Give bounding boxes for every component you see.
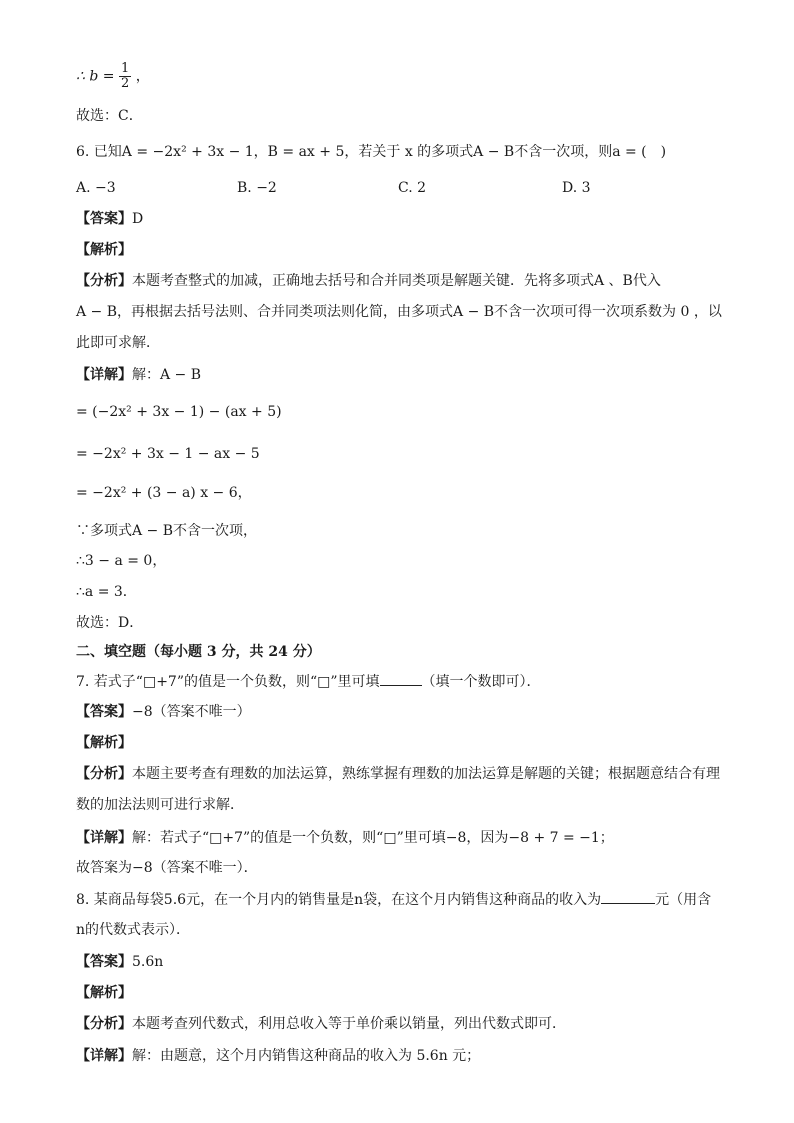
answer-7-value: −8（答案不唯一） xyxy=(132,704,251,720)
xiangjie-6-line-3: = −2x² + 3x − 1 − ax − 5 xyxy=(76,446,260,462)
question-8-text-b: 元（用含 xyxy=(655,892,712,908)
question-6: 6. 已知A = −2x² + 3x − 1，B = ax + 5，若关于 x 的多项式A − B不含一次项，则a = ( ) xyxy=(76,144,667,160)
xiangjie-6-line-4: = −2x² + (3 − a) x − 6， xyxy=(76,485,252,501)
fenxi-8-text-1: 本题考查列代数式，利用总收入等于单价乘以销量，列出代数式即可． xyxy=(132,1016,566,1032)
question-7-blank xyxy=(380,671,422,686)
fenxi-7-text-1: 本题主要考查有理数的加法运算，熟练掌握有理数的加法运算是解题的关键；根据题意结合有理 xyxy=(132,766,720,782)
analysis-heading-7 xyxy=(76,733,724,753)
xiangjie-7-line-2: 故答案为−8（答案不唯一）． xyxy=(76,860,258,876)
fenxi-6-line-2: A − B，再根据去括号法则、合并同类项法则化简，由多项式A − B不含一次项可得一次项系数为 0 ，以 xyxy=(76,304,722,320)
xiangjie-7-line-1 xyxy=(76,828,724,848)
xiangjie-tag: 【详解】 xyxy=(76,830,132,846)
option-b: B. −2 xyxy=(237,180,277,196)
question-7-text-a: 7. 若式子“□+7”的值是一个负数，则“□”里可填 xyxy=(76,674,380,690)
answer-6-value: D xyxy=(132,211,144,227)
therefore-b-line xyxy=(76,62,724,91)
xiangjie-6-line-1 xyxy=(76,365,724,385)
analysis-tag: 【解析】 xyxy=(76,242,132,258)
option-c: C. 2 xyxy=(398,180,427,196)
analysis-heading-6 xyxy=(76,240,724,260)
option-a: A. −3 xyxy=(76,180,116,196)
fenxi-tag: 【分析】 xyxy=(76,273,132,289)
question-8-text-a: 8. 某商品每袋5.6元，在一个月内的销售量是n袋，在这个月内销售这种商品的收入为 xyxy=(76,892,602,908)
choose-c-line: 故选：C． xyxy=(76,108,143,124)
answer-tag: 【答案】 xyxy=(76,954,132,970)
question-7-text-b: （填一个数即可）． xyxy=(421,674,541,690)
analysis-tag: 【解析】 xyxy=(76,735,132,751)
xiangjie-tag: 【详解】 xyxy=(76,367,132,383)
question-7 xyxy=(76,671,724,692)
xiangjie-6-line-5: ∵多项式A − B不含一次项， xyxy=(76,523,258,539)
fenxi-8-line-1 xyxy=(76,1014,724,1034)
xiangjie-7-text-1: 解：若式子“□+7”的值是一个负数，则“□”里可填−8，因为−8 + 7 = −1； xyxy=(132,830,614,846)
section-2-heading: 二、填空题（每小题 3 分，共 24 分） xyxy=(76,644,321,660)
analysis-tag: 【解析】 xyxy=(76,985,132,1001)
answer-8 xyxy=(76,952,724,972)
answer-8-value: 5.6n xyxy=(132,954,164,970)
xiangjie-6-text-1: 解：A − B xyxy=(132,367,202,383)
xiangjie-6-line-8: 故选：D． xyxy=(76,615,144,631)
fenxi-6-line-3: 此即可求解． xyxy=(76,335,160,351)
option-d: D. 3 xyxy=(562,180,591,196)
fenxi-tag: 【分析】 xyxy=(76,1016,132,1032)
fraction-denominator: 2 xyxy=(120,76,130,91)
xiangjie-tag: 【详解】 xyxy=(76,1048,132,1064)
xiangjie-8-line-1 xyxy=(76,1046,724,1066)
xiangjie-6-line-7: ∴a = 3． xyxy=(76,584,137,600)
xiangjie-8-text-1: 解：由题意，这个月内销售这种商品的收入为 5.6n 元； xyxy=(132,1048,481,1064)
fenxi-7-line-1 xyxy=(76,764,724,784)
question-8-line-1 xyxy=(76,889,724,910)
therefore-b-prefix: ∴ b = xyxy=(76,68,115,85)
answer-tag: 【答案】 xyxy=(76,211,132,227)
fenxi-6-line-1 xyxy=(76,271,724,291)
answer-6 xyxy=(76,209,724,229)
answer-7 xyxy=(76,702,724,722)
answer-tag: 【答案】 xyxy=(76,704,132,720)
question-8-line-2: n的代数式表示）． xyxy=(76,922,191,938)
fenxi-7-line-2: 数的加法法则可进行求解． xyxy=(76,797,244,813)
fraction-one-half xyxy=(119,62,131,91)
therefore-b-suffix: ， xyxy=(135,68,150,85)
xiangjie-6-line-6: ∴3 − a = 0， xyxy=(76,553,167,569)
question-8-blank xyxy=(601,889,655,904)
xiangjie-6-line-2: = (−2x² + 3x − 1) − (ax + 5) xyxy=(76,404,282,420)
fraction-numerator: 1 xyxy=(120,61,130,76)
analysis-heading-8 xyxy=(76,983,724,1003)
fenxi-6-text-1: 本题考查整式的加减，正确地去括号和合并同类项是解题关键．先将多项式A 、B代入 xyxy=(132,273,661,289)
fenxi-tag: 【分析】 xyxy=(76,766,132,782)
